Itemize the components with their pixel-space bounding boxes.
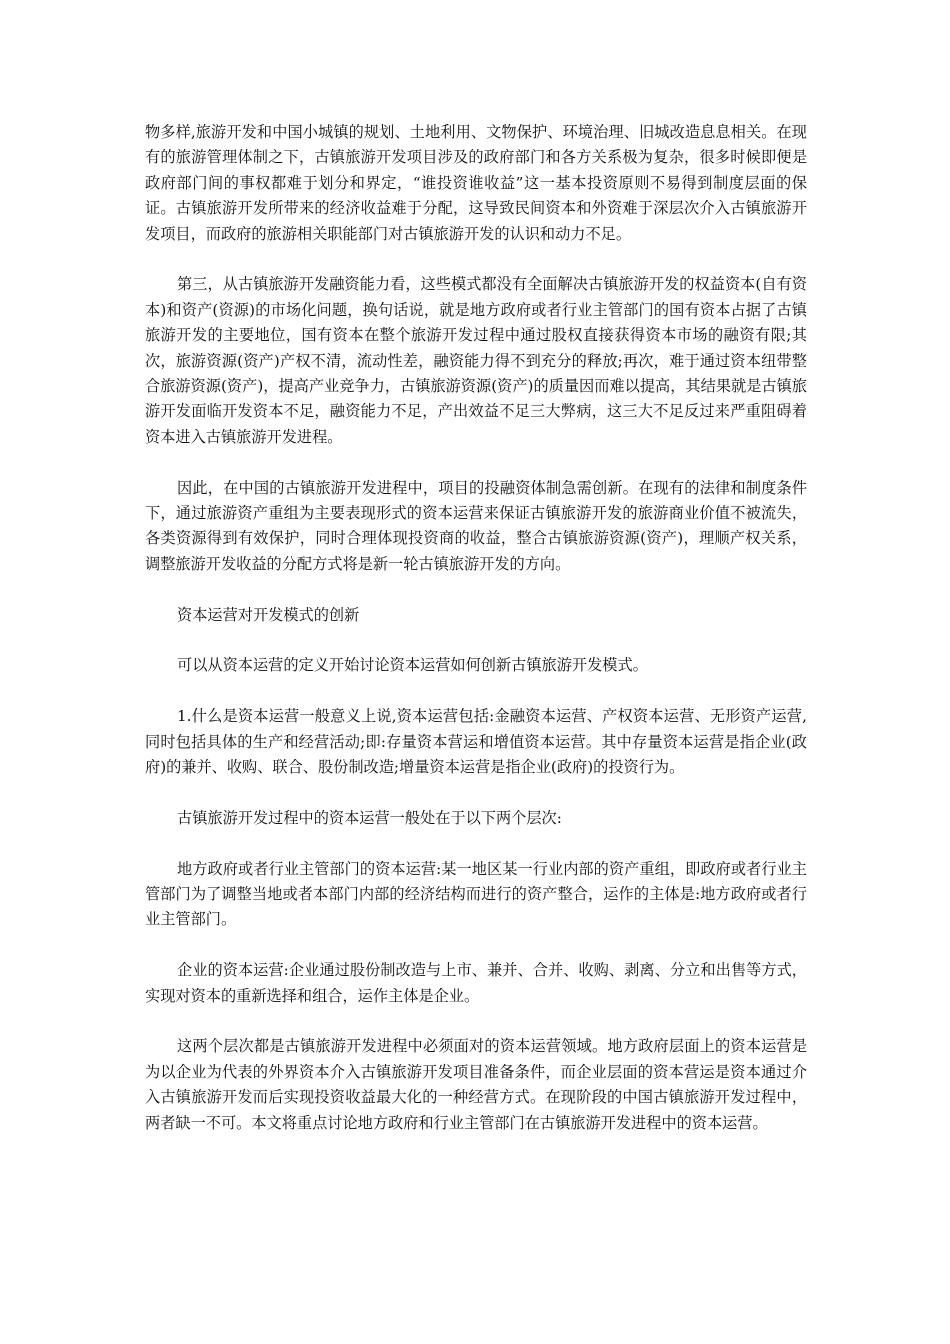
paragraph-enterprise-level: 企业的资本运营:企业通过股份制改造与上市、兼并、合并、收购、剥离、分立和出售等方式，实现对资本的重新选择和组合，运作主体是企业。 <box>145 961 807 1005</box>
paragraph-government-level: 地方政府或者行业主管部门的资本运营:某一地区某一行业内部的资产重组，即政府或者行业主管部门为了调整当地或者本部门内部的经济结构而进行的资产整合，运作的主体是:地方政府或者行业主管部门。 <box>145 859 807 929</box>
paragraph-summary: 这两个层次都是古镇旅游开发进程中必须面对的资本运营领域。地方政府层面上的资本运营是为以企业为代表的外界资本介入古镇旅游开发项目准备条件，而企业层面的资本营运是资本通过介入古镇旅游开发而后实现投资收益最大化的一种经营方式。在现阶段的中国古镇旅游开发过程中，两者缺一不可。本文将重点讨论地方政府和行业主管部门在古镇旅游开发进程中的资本运营。 <box>145 1037 807 1132</box>
section-heading: 资本运营对开发模式的创新 <box>177 605 360 624</box>
paragraph-third-point: 第三，从古镇旅游开发融资能力看，这些模式都没有全面解决古镇旅游开发的权益资本(自有资本)和资产(资源)的市场化问题，换句话说，就是地方政府或者行业主管部门的国有资本占据了古镇旅游开发的主要地位，国有资本在整个旅游开发过程中通过股权直接获得资本市场的融资有限;其次，旅游资源(资产)产权不清，流动性差，融资能力得不到充分的释放;再次，难于通过资本纽带整合旅游资源(资产)，提高产业竞争力，古镇旅游资源(资产)的质量因而难以提高，其结果就是古镇旅游开发面临开发资本不足，融资能力不足，产出效益不足三大弊病，这三大不足反过来严重阻碍着资本进入古镇旅游开发进程。 <box>145 275 807 446</box>
paragraph-levels-intro: 古镇旅游开发过程中的资本运营一般处在于以下两个层次: <box>177 808 562 827</box>
document-body <box>145 120 807 1162</box>
paragraph-intro: 可以从资本运营的定义开始讨论资本运营如何创新古镇旅游开发模式。 <box>177 656 648 675</box>
paragraph-continued: 物多样,旅游开发和中国小城镇的规划、土地利用、文物保护、环境治理、旧城改造息息相关。在现有的旅游管理体制之下，古镇旅游开发项目涉及的政府部门和各方关系极为复杂，很多时候即便是政府部门间的事权都难于划分和界定，“谁投资谁收益”这一基本投资原则不易得到制度层面的保证。古镇旅游开发所带来的经济收益难于分配，这导致民间资本和外资难于深层次介入古镇旅游开发项目，而政府的旅游相关职能部门对古镇旅游开发的认识和动力不足。 <box>145 123 807 243</box>
paragraph-conclusion: 因此，在中国的古镇旅游开发进程中，项目的投融资体制急需创新。在现有的法律和制度条件下，通过旅游资产重组为主要表现形式的资本运营来保证古镇旅游开发的旅游商业价值不被流失，各类资源得到有效保护，同时合理体现投资商的收益，整合古镇旅游资源(资产)，理顺产权关系，调整旅游开发收益的分配方式将是新一轮古镇旅游开发的方向。 <box>145 478 807 573</box>
paragraph-definition: 1.什么是资本运营一般意义上说,资本运营包括:金融资本运营、产权资本运营、无形资产运营,同时包括具体的生产和经营活动;即:存量资本营运和增值资本运营。其中存量资本运营是指企业(政府)的兼并、收购、联合、股份制改造;增量资本运营是指企业(政府)的投资行为。 <box>145 707 807 777</box>
